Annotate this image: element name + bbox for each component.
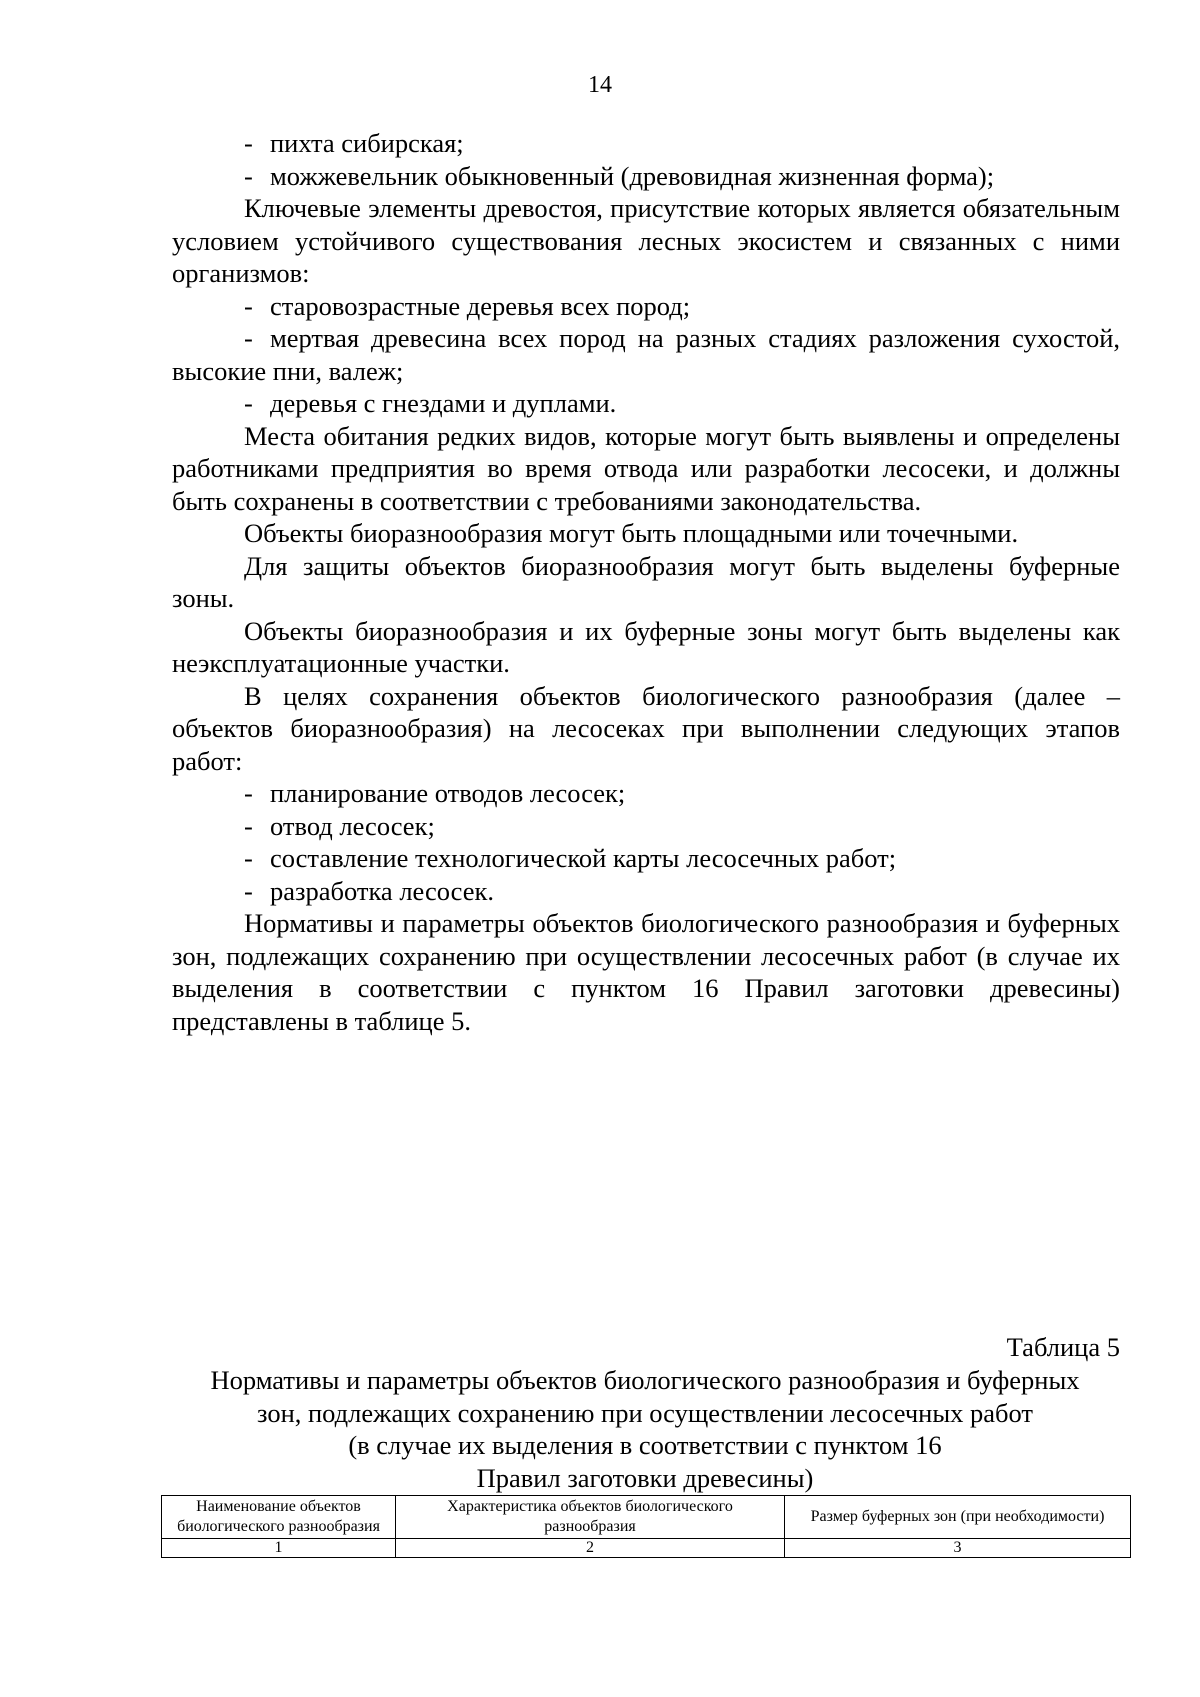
list-item-text: пихта сибирская; [270,128,464,158]
paragraph-habitats: Места обитания редких видов, которые могут быть выявлены и определены работниками предприятия во время отвода или разработки лесосеки, и должны быть сохранены в соответствии с требованиями законодательства. [172,420,1120,516]
header-cell-characteristics: Характеристика объектов биологического разнообразия [396,1496,785,1539]
list-item [172,160,1120,193]
table-title-line: Правил заготовки древесины) [476,1462,814,1493]
table-label: Таблица 5 [1006,1332,1120,1362]
list-item [172,777,1120,810]
list-item [172,810,1120,843]
dash-bullet: - [244,843,253,873]
list-item-dead-wood [172,322,1120,387]
page-number: 14 [588,72,612,98]
document-body [172,127,1120,1037]
column-number-cell: 1 [162,1539,396,1558]
list-item-text: старовозрастные деревья всех пород; [270,290,691,321]
list-item [172,387,1120,420]
table-title-line: (в случае их выделения в соответствии с пунктом 16 [348,1430,942,1460]
dash-bullet: - [244,875,253,906]
paragraph-norms: Нормативы и параметры объектов биологического разнообразия и буферных зон, подлежащих сохранению при осуществлении лесосечных работ (в случае их выделения в соответствии с пунктом 16 Правил заготовки древесины) представлены в таблице 5. [172,908,1120,1036]
paragraph-buffer-zones: Для защиты объектов биоразнообразия могут быть выделены буферные зоны. [172,550,1120,613]
column-number-cell: 3 [785,1539,1131,1558]
dash-bullet: - [244,160,253,191]
list-item [172,875,1120,908]
list-item-text: планирование отводов лесосек; [270,778,626,808]
paragraph-goals: В целях сохранения объектов биологического разнообразия (далее – объектов биоразнообразия) на лесосеках при выполнении следующих этапов работ: [172,680,1120,776]
table-header-row [162,1496,1131,1539]
dash-bullet: - [244,128,253,158]
list-item [172,127,1120,160]
dash-bullet: - [244,778,253,808]
list-item-text: мертвая древесина всех пород на разных стадиях разложения сухостой, высокие пни, валеж; [172,323,1120,386]
paragraph-objects-type: Объекты биоразнообразия могут быть площадными или точечными. [244,518,1019,548]
paragraph-nonexploit: Объекты биоразнообразия и их буферные зоны могут быть выделены как неэксплуатационные участки. [172,615,1120,678]
header-cell-buffer-size: Размер буферных зон (при необходимости) [785,1496,1131,1539]
column-number-cell: 2 [396,1539,785,1558]
list-item [172,842,1120,875]
dash-bullet: - [244,290,253,321]
list-item-text: отвод лесосек; [270,810,435,841]
dash-bullet: - [244,810,253,841]
dash-bullet: - [244,323,253,353]
table-title-line: Нормативы и параметры объектов биологического разнообразия и буферных [210,1365,1080,1395]
list-item-text: разработка лесосек. [270,875,494,906]
list-item-text: составление технологической карты лесосечных работ; [270,843,897,873]
header-cell-name: Наименование объектов биологического разнообразия [162,1496,396,1539]
list-item [172,290,1120,323]
paragraph-key-elements: Ключевые элементы древостоя, присутствие которых является обязательным условием устойчивого существования лесных экосистем и связанных с ними организмов: [172,193,1120,288]
list-item-text: можжевельник обыкновенный (древовидная жизненная форма); [270,160,995,191]
table-title-line: зон, подлежащих сохранению при осуществлении лесосечных работ [257,1397,1033,1428]
table-title [160,1364,1130,1494]
list-item-text: деревья с гнездами и дуплами. [270,388,617,418]
biodiversity-table [161,1495,1131,1558]
table-row [162,1539,1131,1558]
dash-bullet: - [244,388,253,418]
